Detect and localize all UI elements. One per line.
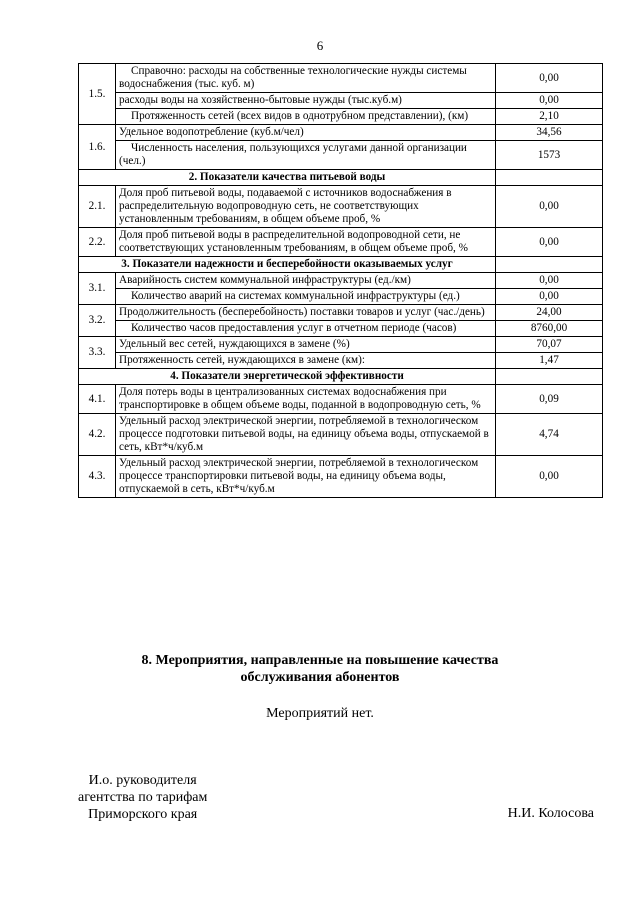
indicators-table [78,63,603,498]
signer-title-line3: Приморского края [88,807,198,822]
row-number: 3.1. [79,273,116,305]
section-title: 2. Показатели качества питьевой воды [79,170,496,186]
indicator-value: 1,47 [496,353,603,369]
indicator-value: 24,00 [496,305,603,321]
table-row [79,353,603,369]
indicator-name: Доля потерь воды в централизованных системах водоснабжения при транспортировке в общем объеме воды, поданной в водопроводную сеть, % [116,385,496,414]
section-header [79,170,603,186]
indicator-value: 0,00 [496,93,603,109]
signer-name: Н.И. Колосова [507,806,594,821]
table-row [79,305,603,321]
row-number: 1.5. [79,64,116,125]
table-row [79,64,603,93]
indicator-name: Численность населения, пользующихся услугами данной организации (чел.) [116,141,496,170]
indicator-value: 34,56 [496,125,603,141]
indicator-value: 8760,00 [496,321,603,337]
section-header [79,369,603,385]
indicator-name: Продолжительность (бесперебойность) поставки товаров и услуг (час./день) [116,305,496,321]
indicator-name: Удельный расход электрической энергии, потребляемой в технологическом процессе транспортировки питьевой воды, на единицу объема воды, отпускаемой в сеть, кВт*ч/куб.м [116,456,496,498]
table-row [79,337,603,353]
table-row [79,93,603,109]
indicator-name: Удельное водопотребление (куб.м/чел) [116,125,496,141]
indicator-value: 70,07 [496,337,603,353]
indicator-value: 0,00 [496,228,603,257]
row-number: 3.2. [79,305,116,337]
table-row [79,414,603,456]
no-measures-text: Мероприятий нет. [266,706,374,721]
table-row [79,125,603,141]
indicator-value: 1573 [496,141,603,170]
table-row [79,321,603,337]
table-row [79,289,603,305]
row-number: 1.6. [79,125,116,170]
indicator-name: Протяженность сетей (всех видов в однотрубном представлении), (км) [116,109,496,125]
table-row [79,385,603,414]
row-number: 4.2. [79,414,116,456]
table-row [79,273,603,289]
section-header [79,257,603,273]
indicator-value: 0,00 [496,186,603,228]
indicator-name: Доля проб питьевой воды в распределительной водопроводной сети, не соответствующих установленным требованиям, в общем объеме проб, % [116,228,496,257]
indicator-value: 0,00 [496,273,603,289]
table-row [79,228,603,257]
indicator-name: Удельный вес сетей, нуждающихся в замене (%) [116,337,496,353]
signer-title [78,772,207,823]
row-number: 4.3. [79,456,116,498]
row-number: 4.1. [79,385,116,414]
indicator-value: 0,09 [496,385,603,414]
table-row [79,186,603,228]
section-8-heading-line1: 8. Мероприятия, направленные на повышение качества [141,653,499,668]
table-row [79,141,603,170]
indicator-name: Протяженность сетей, нуждающихся в замене (км): [116,353,496,369]
row-number: 2.2. [79,228,116,257]
indicator-value: 0,00 [496,289,603,305]
indicator-name: Количество аварий на системах коммунальной инфраструктуры (ед.) [116,289,496,305]
indicator-value: 4,74 [496,414,603,456]
indicator-value: 0,00 [496,456,603,498]
indicator-name: Справочно: расходы на собственные технологические нужды системы водоснабжения (тыс. куб. м) [116,64,496,93]
indicator-name: расходы воды на хозяйственно-бытовые нужды (тыс.куб.м) [116,93,496,109]
table-row [79,109,603,125]
indicator-value: 0,00 [496,64,603,93]
table-row [79,456,603,498]
section-title: 4. Показатели энергетической эффективности [79,369,496,385]
row-number: 2.1. [79,186,116,228]
indicator-name: Количество часов предоставления услуг в отчетном периоде (часов) [116,321,496,337]
indicator-name: Аварийность систем коммунальной инфраструктуры (ед./км) [116,273,496,289]
indicator-name: Доля проб питьевой воды, подаваемой с источников водоснабжения в распределительную водопроводную сеть, не соответствующих установленным требованиям, в общем объеме проб, % [116,186,496,228]
signer-title-line2: агентства по тарифам [78,790,208,805]
section-title: 3. Показатели надежности и бесперебойности оказываемых услуг [79,257,496,273]
page-number: 6 [316,38,324,53]
section-8-heading [0,652,640,686]
signer-title-line1: И.о. руководителя [88,773,197,788]
indicator-value: 2,10 [496,109,603,125]
section-8-heading-line2: обслуживания абонентов [240,670,400,685]
indicator-name: Удельный расход электрической энергии, потребляемой в технологическом процессе подготовки питьевой воды, на единицу объема воды, отпускаемой в сеть, кВт*ч/куб.м [116,414,496,456]
row-number: 3.3. [79,337,116,369]
